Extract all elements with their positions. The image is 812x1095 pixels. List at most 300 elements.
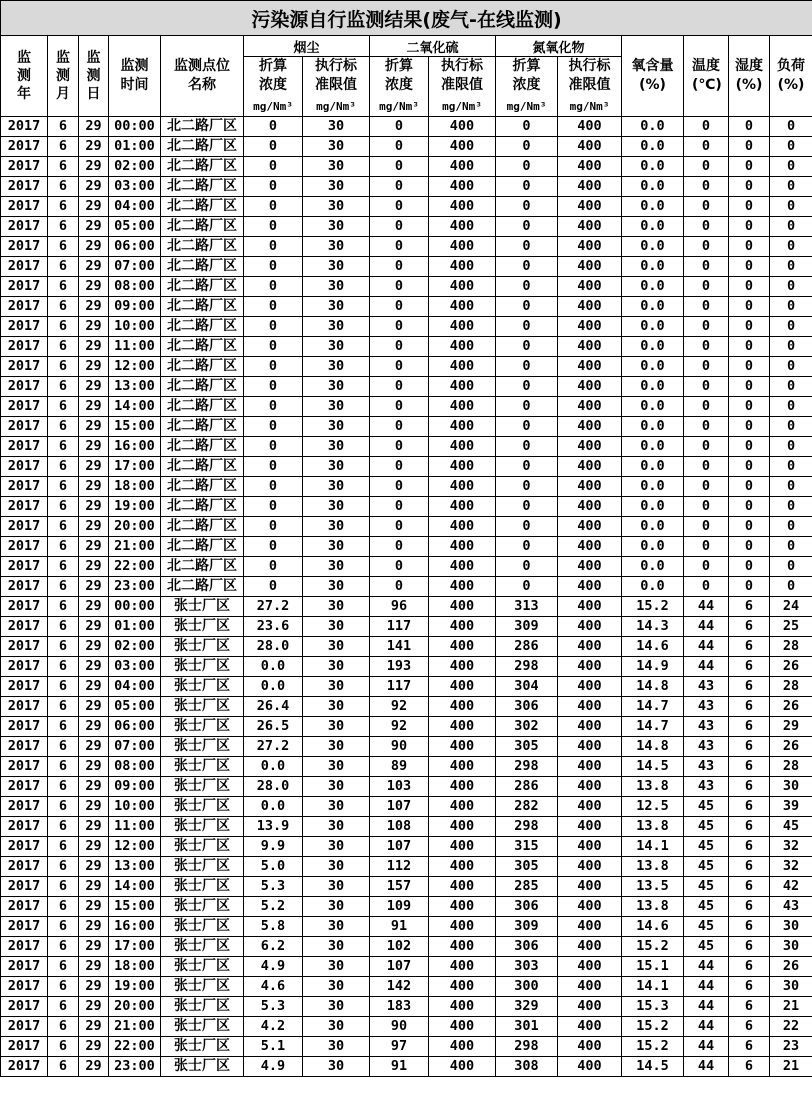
cell-day: 29 [79,157,109,177]
cell-site: 北二路厂区 [161,577,244,597]
cell-load: 25 [770,617,812,637]
cell-o2: 14.9 [622,657,684,677]
cell-so2-limit: 400 [429,517,496,537]
cell-dust-limit: 30 [303,837,370,857]
cell-month: 6 [48,557,79,577]
cell-dust-limit: 30 [303,237,370,257]
cell-dust-limit: 30 [303,137,370,157]
cell-so2-conc: 0 [370,457,429,477]
cell-temp: 0 [684,397,729,417]
cell-year: 2017 [1,477,48,497]
cell-day: 29 [79,177,109,197]
cell-so2-conc: 0 [370,377,429,397]
cell-nox-limit: 400 [558,217,622,237]
cell-so2-conc: 0 [370,177,429,197]
cell-site: 张士厂区 [161,637,244,657]
header-so2-conc: 折算浓度 mg/Nm³ [370,57,429,117]
cell-so2-conc: 89 [370,757,429,777]
cell-dust-limit: 30 [303,857,370,877]
cell-dust-conc: 5.3 [244,877,303,897]
cell-nox-limit: 400 [558,937,622,957]
cell-day: 29 [79,377,109,397]
cell-dust-limit: 30 [303,977,370,997]
cell-load: 30 [770,917,812,937]
cell-nox-conc: 298 [496,817,558,837]
cell-dust-conc: 4.6 [244,977,303,997]
cell-dust-conc: 0 [244,177,303,197]
cell-time: 14:00 [109,397,161,417]
cell-site: 北二路厂区 [161,437,244,457]
cell-humidity: 0 [729,197,770,217]
cell-year: 2017 [1,557,48,577]
cell-dust-limit: 30 [303,437,370,457]
cell-humidity: 6 [729,857,770,877]
cell-day: 29 [79,577,109,597]
cell-month: 6 [48,1017,79,1037]
data-rows [1,117,812,1077]
cell-nox-conc: 298 [496,657,558,677]
cell-so2-conc: 0 [370,357,429,377]
table-row [1,337,812,357]
cell-load: 0 [770,257,812,277]
cell-year: 2017 [1,357,48,377]
cell-site: 张士厂区 [161,877,244,897]
table-row [1,757,812,777]
cell-dust-limit: 30 [303,697,370,717]
cell-dust-limit: 30 [303,197,370,217]
cell-temp: 44 [684,657,729,677]
cell-humidity: 0 [729,457,770,477]
cell-day: 29 [79,557,109,577]
cell-nox-limit: 400 [558,277,622,297]
cell-year: 2017 [1,197,48,217]
cell-dust-conc: 0 [244,277,303,297]
cell-month: 6 [48,137,79,157]
cell-month: 6 [48,437,79,457]
cell-humidity: 6 [729,617,770,637]
cell-dust-conc: 5.2 [244,897,303,917]
cell-time: 11:00 [109,817,161,837]
cell-nox-limit: 400 [558,777,622,797]
cell-day: 29 [79,257,109,277]
cell-humidity: 0 [729,277,770,297]
cell-temp: 45 [684,817,729,837]
cell-load: 24 [770,597,812,617]
cell-load: 43 [770,897,812,917]
cell-day: 29 [79,797,109,817]
cell-dust-limit: 30 [303,997,370,1017]
cell-day: 29 [79,517,109,537]
cell-year: 2017 [1,537,48,557]
cell-temp: 0 [684,357,729,377]
cell-nox-conc: 0 [496,257,558,277]
cell-nox-limit: 400 [558,397,622,417]
cell-month: 6 [48,157,79,177]
cell-nox-conc: 0 [496,317,558,337]
cell-dust-conc: 0 [244,317,303,337]
cell-month: 6 [48,817,79,837]
cell-time: 07:00 [109,737,161,757]
cell-o2: 14.1 [622,977,684,997]
cell-so2-conc: 92 [370,697,429,717]
cell-nox-conc: 0 [496,557,558,577]
cell-humidity: 0 [729,137,770,157]
cell-site: 北二路厂区 [161,277,244,297]
cell-nox-limit: 400 [558,257,622,277]
cell-time: 20:00 [109,997,161,1017]
cell-so2-conc: 0 [370,437,429,457]
cell-so2-limit: 400 [429,217,496,237]
cell-site: 张士厂区 [161,677,244,697]
cell-dust-limit: 30 [303,1037,370,1057]
cell-temp: 45 [684,857,729,877]
cell-nox-conc: 0 [496,377,558,397]
cell-year: 2017 [1,277,48,297]
cell-o2: 0.0 [622,217,684,237]
cell-day: 29 [79,1017,109,1037]
cell-so2-limit: 400 [429,697,496,717]
cell-humidity: 0 [729,337,770,357]
cell-nox-conc: 286 [496,637,558,657]
cell-month: 6 [48,337,79,357]
cell-nox-conc: 305 [496,737,558,757]
cell-o2: 0.0 [622,137,684,157]
cell-humidity: 6 [729,937,770,957]
cell-so2-limit: 400 [429,1017,496,1037]
cell-nox-limit: 400 [558,817,622,837]
cell-year: 2017 [1,157,48,177]
cell-site: 北二路厂区 [161,357,244,377]
cell-temp: 44 [684,617,729,637]
cell-site: 北二路厂区 [161,397,244,417]
cell-so2-limit: 400 [429,157,496,177]
cell-so2-limit: 400 [429,497,496,517]
cell-nox-limit: 400 [558,557,622,577]
cell-o2: 14.6 [622,637,684,657]
table-row [1,897,812,917]
cell-nox-conc: 286 [496,777,558,797]
cell-dust-conc: 4.9 [244,1057,303,1077]
cell-dust-limit: 30 [303,277,370,297]
cell-nox-conc: 0 [496,477,558,497]
table-row [1,777,812,797]
cell-humidity: 0 [729,477,770,497]
cell-month: 6 [48,597,79,617]
cell-month: 6 [48,237,79,257]
cell-time: 15:00 [109,897,161,917]
cell-temp: 0 [684,377,729,397]
cell-so2-conc: 92 [370,717,429,737]
table-row [1,917,812,937]
cell-o2: 0.0 [622,177,684,197]
cell-month: 6 [48,577,79,597]
cell-day: 29 [79,597,109,617]
cell-o2: 14.8 [622,677,684,697]
cell-year: 2017 [1,757,48,777]
cell-nox-conc: 0 [496,337,558,357]
cell-o2: 0.0 [622,157,684,177]
cell-temp: 0 [684,517,729,537]
cell-humidity: 0 [729,537,770,557]
cell-time: 03:00 [109,177,161,197]
cell-month: 6 [48,997,79,1017]
cell-nox-limit: 400 [558,1017,622,1037]
cell-so2-limit: 400 [429,357,496,377]
cell-nox-limit: 400 [558,437,622,457]
cell-load: 0 [770,417,812,437]
cell-o2: 0.0 [622,277,684,297]
cell-dust-limit: 30 [303,457,370,477]
cell-o2: 0.0 [622,437,684,457]
cell-dust-conc: 0 [244,297,303,317]
cell-so2-limit: 400 [429,557,496,577]
cell-site: 北二路厂区 [161,537,244,557]
cell-so2-limit: 400 [429,437,496,457]
cell-day: 29 [79,397,109,417]
cell-so2-limit: 400 [429,637,496,657]
cell-day: 29 [79,937,109,957]
cell-dust-limit: 30 [303,617,370,637]
cell-humidity: 0 [729,417,770,437]
cell-dust-conc: 6.2 [244,937,303,957]
cell-time: 21:00 [109,1017,161,1037]
cell-dust-conc: 0 [244,137,303,157]
cell-dust-limit: 30 [303,817,370,837]
table-row [1,197,812,217]
cell-o2: 13.8 [622,857,684,877]
table-row [1,817,812,837]
cell-so2-conc: 183 [370,997,429,1017]
cell-o2: 0.0 [622,557,684,577]
cell-humidity: 6 [729,1037,770,1057]
cell-year: 2017 [1,957,48,977]
cell-so2-limit: 400 [429,1037,496,1057]
cell-o2: 14.7 [622,717,684,737]
cell-day: 29 [79,1057,109,1077]
cell-load: 0 [770,337,812,357]
cell-month: 6 [48,757,79,777]
table-row [1,137,812,157]
cell-year: 2017 [1,717,48,737]
cell-year: 2017 [1,857,48,877]
cell-dust-conc: 0.0 [244,797,303,817]
cell-humidity: 0 [729,157,770,177]
cell-site: 张士厂区 [161,697,244,717]
cell-so2-conc: 96 [370,597,429,617]
cell-time: 01:00 [109,617,161,637]
cell-site: 北二路厂区 [161,557,244,577]
cell-dust-limit: 30 [303,937,370,957]
cell-humidity: 6 [729,697,770,717]
cell-nox-limit: 400 [558,617,622,637]
cell-month: 6 [48,197,79,217]
cell-temp: 45 [684,877,729,897]
cell-temp: 45 [684,897,729,917]
cell-humidity: 6 [729,1057,770,1077]
cell-year: 2017 [1,837,48,857]
cell-dust-conc: 13.9 [244,817,303,837]
cell-site: 张士厂区 [161,777,244,797]
cell-dust-conc: 0 [244,457,303,477]
table-row [1,797,812,817]
cell-time: 08:00 [109,757,161,777]
cell-so2-limit: 400 [429,117,496,137]
cell-month: 6 [48,477,79,497]
cell-load: 0 [770,277,812,297]
cell-load: 28 [770,677,812,697]
cell-so2-conc: 109 [370,897,429,917]
cell-dust-limit: 30 [303,597,370,617]
cell-nox-conc: 301 [496,1017,558,1037]
cell-day: 29 [79,357,109,377]
table-row [1,537,812,557]
cell-nox-limit: 400 [558,337,622,357]
cell-nox-conc: 306 [496,937,558,957]
cell-so2-limit: 400 [429,717,496,737]
cell-nox-conc: 0 [496,497,558,517]
cell-so2-limit: 400 [429,957,496,977]
cell-load: 0 [770,197,812,217]
cell-day: 29 [79,757,109,777]
cell-load: 0 [770,517,812,537]
cell-load: 26 [770,697,812,717]
cell-humidity: 6 [729,777,770,797]
cell-dust-limit: 30 [303,117,370,137]
cell-temp: 0 [684,157,729,177]
cell-nox-limit: 400 [558,177,622,197]
cell-temp: 45 [684,797,729,817]
cell-so2-conc: 0 [370,217,429,237]
cell-site: 张士厂区 [161,917,244,937]
cell-day: 29 [79,477,109,497]
cell-nox-conc: 315 [496,837,558,857]
cell-dust-limit: 30 [303,717,370,737]
cell-so2-limit: 400 [429,457,496,477]
table-row [1,977,812,997]
cell-dust-limit: 30 [303,777,370,797]
cell-year: 2017 [1,417,48,437]
cell-so2-limit: 400 [429,817,496,837]
cell-temp: 0 [684,317,729,337]
cell-so2-conc: 117 [370,677,429,697]
cell-dust-conc: 28.0 [244,637,303,657]
cell-day: 29 [79,897,109,917]
cell-dust-limit: 30 [303,397,370,417]
cell-o2: 14.3 [622,617,684,637]
cell-day: 29 [79,277,109,297]
cell-temp: 44 [684,977,729,997]
cell-month: 6 [48,497,79,517]
cell-load: 0 [770,217,812,237]
cell-nox-conc: 298 [496,757,558,777]
cell-year: 2017 [1,377,48,397]
cell-time: 12:00 [109,837,161,857]
cell-site: 张士厂区 [161,937,244,957]
table-row [1,457,812,477]
cell-dust-conc: 0 [244,517,303,537]
cell-humidity: 6 [729,957,770,977]
cell-dust-conc: 27.2 [244,737,303,757]
header-nox-limit: 执行标准限值 mg/Nm³ [558,57,622,117]
cell-site: 张士厂区 [161,857,244,877]
cell-temp: 0 [684,577,729,597]
cell-nox-limit: 400 [558,297,622,317]
cell-temp: 0 [684,537,729,557]
cell-load: 45 [770,817,812,837]
cell-nox-limit: 400 [558,797,622,817]
header-dust-limit: 执行标准限值 mg/Nm³ [303,57,370,117]
cell-load: 26 [770,957,812,977]
cell-month: 6 [48,657,79,677]
cell-humidity: 6 [729,837,770,857]
header-load: 负荷(%) [770,36,812,117]
cell-year: 2017 [1,697,48,717]
cell-dust-conc: 0.0 [244,657,303,677]
cell-so2-limit: 400 [429,1057,496,1077]
cell-load: 0 [770,297,812,317]
cell-nox-limit: 400 [558,197,622,217]
cell-so2-limit: 400 [429,397,496,417]
cell-day: 29 [79,537,109,557]
cell-time: 22:00 [109,1037,161,1057]
cell-temp: 0 [684,257,729,277]
cell-time: 00:00 [109,597,161,617]
cell-time: 10:00 [109,797,161,817]
cell-o2: 0.0 [622,337,684,357]
cell-so2-limit: 400 [429,417,496,437]
cell-site: 张士厂区 [161,837,244,857]
cell-so2-conc: 112 [370,857,429,877]
cell-year: 2017 [1,677,48,697]
cell-nox-limit: 400 [558,737,622,757]
table-row [1,697,812,717]
cell-day: 29 [79,957,109,977]
cell-load: 30 [770,777,812,797]
cell-time: 05:00 [109,217,161,237]
header-site: 监测点位名称 [161,36,244,117]
cell-nox-limit: 400 [558,497,622,517]
cell-month: 6 [48,957,79,977]
cell-year: 2017 [1,1057,48,1077]
cell-so2-conc: 107 [370,837,429,857]
table-row [1,517,812,537]
cell-year: 2017 [1,337,48,357]
cell-o2: 0.0 [622,397,684,417]
cell-site: 张士厂区 [161,1037,244,1057]
cell-load: 28 [770,637,812,657]
cell-so2-conc: 0 [370,517,429,537]
cell-so2-limit: 400 [429,937,496,957]
cell-so2-conc: 91 [370,917,429,937]
cell-nox-conc: 0 [496,157,558,177]
cell-o2: 14.5 [622,757,684,777]
cell-humidity: 0 [729,257,770,277]
cell-site: 北二路厂区 [161,137,244,157]
cell-o2: 13.8 [622,897,684,917]
cell-nox-limit: 400 [558,117,622,137]
cell-load: 32 [770,857,812,877]
table-row [1,877,812,897]
header-temp: 温度(℃) [684,36,729,117]
cell-o2: 14.8 [622,737,684,757]
cell-dust-conc: 0 [244,397,303,417]
table-row [1,597,812,617]
cell-nox-conc: 0 [496,517,558,537]
cell-temp: 45 [684,917,729,937]
cell-day: 29 [79,237,109,257]
cell-day: 29 [79,737,109,757]
cell-so2-conc: 0 [370,157,429,177]
